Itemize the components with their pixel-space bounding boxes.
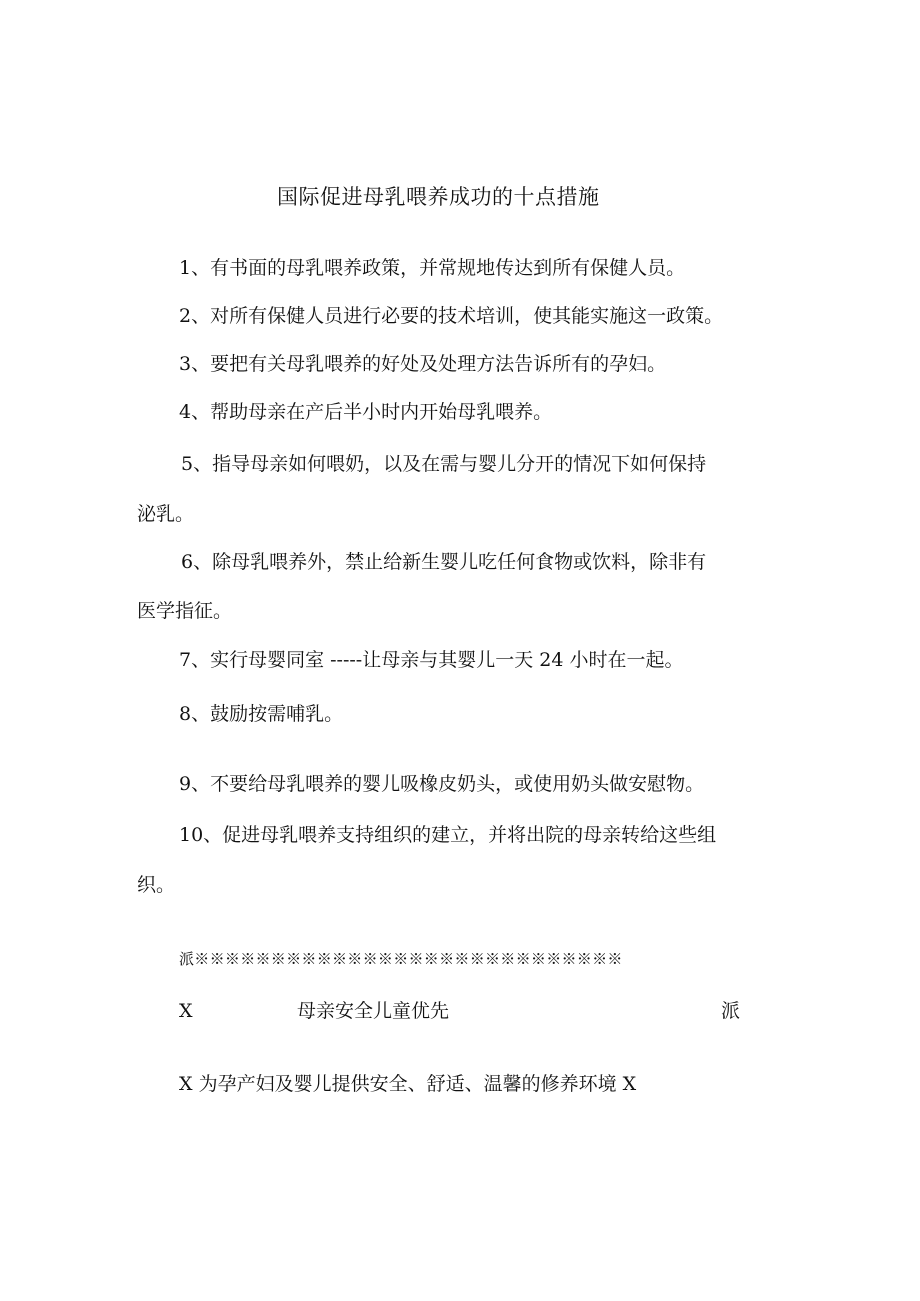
list-item: 2、对所有保健人员进行必要的技术培训，使其能实施这一政策。 [179, 305, 724, 327]
list-item: 1、有书面的母乳喂养政策，并常规地传达到所有保健人员。 [179, 257, 686, 279]
list-item: 7、实行母婴同室 -----让母亲与其婴儿一天 24 小时在一起。 [179, 649, 684, 671]
decorative-star-border: 派※※※※※※※※※※※※※※※※※※※※※※※※※※※※ [179, 950, 623, 968]
list-item: 3、要把有关母乳喂养的好处及处理方法告诉所有的孕妇。 [179, 353, 667, 375]
footer-slogan: 母亲安全儿童优先 [297, 1000, 450, 1022]
page-title: 国际促进母乳喂养成功的十点措施 [277, 185, 600, 209]
list-item: 4、帮助母亲在产后半小时内开始母乳喂养。 [179, 401, 553, 423]
list-item: 10、促进母乳喂养支持组织的建立，并将出院的母亲转给这些组 [179, 824, 717, 846]
footer-left-mark: X [179, 1000, 193, 1022]
list-item-continuation: 织。 [137, 874, 176, 896]
footer-tagline: X 为孕产妇及婴儿提供安全、舒适、温馨的修养环境 X [179, 1073, 637, 1095]
list-item: 6、除母乳喂养外，禁止给新生婴儿吃任何食物或饮料，除非有 [181, 551, 707, 573]
list-item-continuation: 医学指征。 [137, 600, 233, 622]
list-item: 5、指导母亲如何喂奶，以及在需与婴儿分开的情况下如何保持 [181, 453, 707, 475]
list-item: 9、不要给母乳喂养的婴儿吸橡皮奶头，或使用奶头做安慰物。 [179, 773, 705, 795]
list-item: 8、鼓励按需哺乳。 [179, 703, 344, 725]
footer-right-mark: 派 [721, 1000, 741, 1022]
list-item-continuation: 泌乳。 [137, 503, 195, 525]
